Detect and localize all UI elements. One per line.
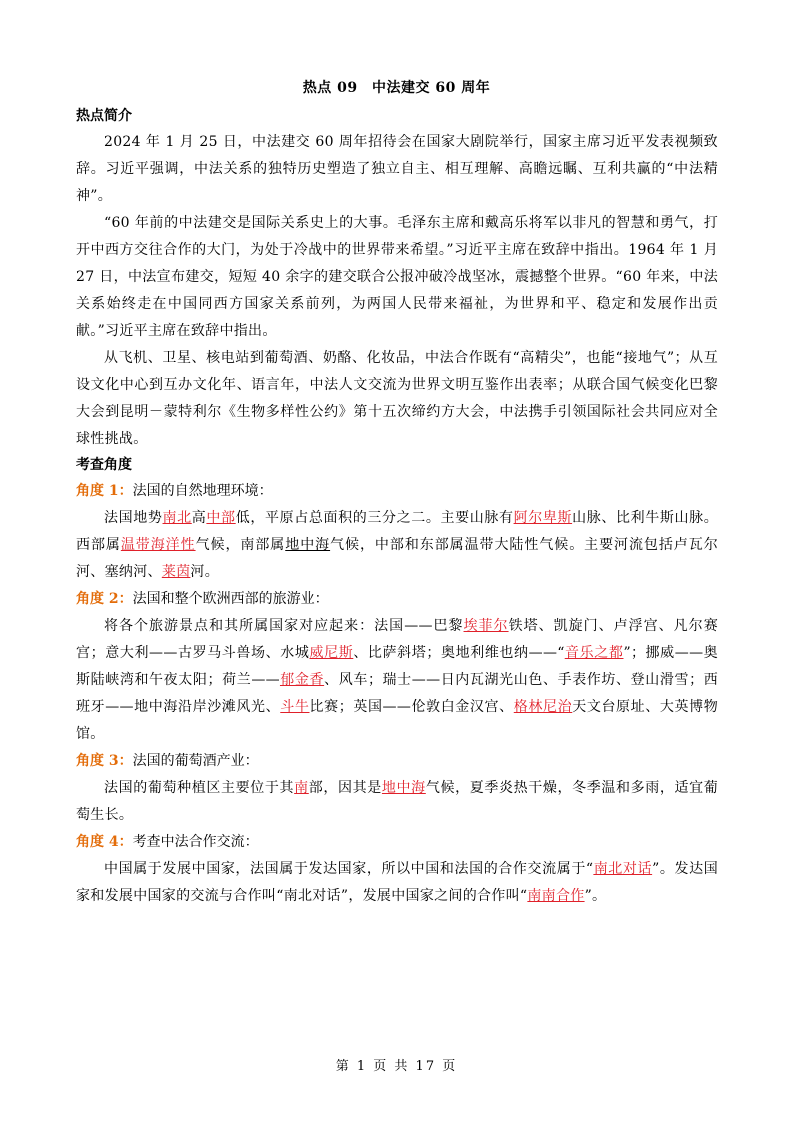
underlined-term: 地中海	[285, 537, 331, 553]
text: 山脉、比利牛斯山脉。西部属	[76, 510, 719, 553]
answer-highlight: 莱茵	[161, 564, 191, 580]
answer-highlight: 温带海洋性	[120, 537, 196, 553]
angle-3-label: 角度 3：	[76, 753, 133, 769]
intro-paragraph-3: 从飞机、卫星、核电站到葡萄酒、奶酪、化妆品，中法合作既有“高精尖”，也能“接地气”；从互设文化中心到互办文化年、语言年，中法人文交流为世界文明互鉴作出表率；从联合国气候变化巴黎大会到昆明－蒙特利尔《生物多样性公约》第十五次缔约方大会，中法携手引领国际社会共同应对全球性挑战。	[76, 350, 718, 447]
text: 、风车；瑞士——日内瓦湖光山色、手表作坊、登山滑雪；西班牙——地中海沿岸沙滩风光、	[76, 672, 719, 715]
answer-highlight: 地中海	[381, 780, 426, 796]
angle-3-heading	[76, 748, 718, 775]
answer-highlight: 格林尼治	[513, 699, 573, 715]
exam-heading: 考查角度	[76, 457, 132, 473]
angle-4-heading	[76, 829, 718, 856]
intro-paragraph-1: 2024 年 1 月 25 日，中法建交 60 周年招待会在国家大剧院举行，国家主席习近平发表视频致辞。习近平强调，中法关系的独特历史塑造了独立自主、相互理解、高瞻远瞩、互利共赢的“中法精神”。	[76, 134, 718, 204]
answer-highlight: 南南合作	[527, 888, 585, 904]
text: ”。发达国家和发展中国家的交流与合作叫“南北对话”，发展中国家之间的合作叫“	[76, 861, 718, 904]
angle-1-title: 法国的自然地理环境：	[132, 483, 273, 499]
angle-1-label: 角度 1：	[76, 483, 133, 499]
text: 法国地势	[104, 510, 163, 526]
text: ”；挪威——奥斯陆峡湾和午夜太阳；荷兰——	[76, 645, 718, 688]
text: 气候，夏季炎热干燥，冬季温和多雨，适宜葡萄生长。	[76, 780, 719, 823]
text: 将各个旅游景点和其所属国家对应起来：法国——巴黎	[104, 618, 464, 634]
answer-highlight: 埃菲尔	[463, 618, 509, 634]
angle-4-label: 角度 4：	[76, 834, 133, 850]
angle-2-paragraph	[76, 613, 718, 748]
angle-3-title: 法国的葡萄酒产业：	[132, 753, 259, 769]
page-footer: 第 1 页 共 17 页	[335, 1059, 458, 1074]
angle-4-title: 考查中法合作交流：	[132, 834, 259, 850]
angle-1-paragraph	[76, 505, 718, 586]
intro-heading: 热点简介	[76, 108, 132, 124]
answer-highlight: 郁金香	[279, 672, 325, 688]
text: 气候，南部属	[195, 537, 286, 553]
text: 河。	[190, 564, 220, 580]
text: 、比萨斜塔；奥地利维也纳——“	[353, 645, 565, 661]
text: 低，平原占总面积的三分之二。主要山脉有	[235, 510, 514, 526]
text: ”。	[584, 888, 607, 904]
answer-highlight: 斗牛	[280, 699, 310, 715]
text: 中国属于发展中国家，法国属于发达国家，所以中国和法国的合作交流属于“	[104, 861, 594, 877]
angle-3-paragraph	[76, 775, 718, 829]
document-body	[76, 104, 718, 910]
text: 法国的葡萄种植区主要位于其	[104, 780, 295, 796]
text: 天文台原址、大英博物馆。	[76, 699, 719, 742]
angle-2-heading	[76, 586, 718, 613]
answer-highlight: 南北对话	[593, 861, 653, 877]
angle-2-title: 法国和整个欧洲西部的旅游业：	[132, 591, 329, 607]
angle-2-label: 角度 2：	[76, 591, 133, 607]
answer-highlight: 中部	[206, 510, 236, 526]
answer-highlight: 阿尔卑斯	[513, 510, 573, 526]
intro-paragraph-2: “60 年前的中法建交是国际关系史上的大事。毛泽东主席和戴高乐将军以非凡的智慧和勇气，打开中西方交往合作的大门，为处于冷战中的世界带来希望。”习近平主席在致辞中指出。1964 年 1 月 27 日，中法宣布建交，短短 40 余字的建交联合公报冲破冷战坚冰，震撼整个世界。“60 年来，中法关系始终走在中国同西方国家关系前列，为两国人民带来福祉，为世界和平、稳定和发展作出贡献。”习近平主席在致辞中指出。	[76, 215, 718, 339]
angle-1-heading	[76, 478, 718, 505]
text: 高	[191, 510, 207, 526]
angle-4-paragraph	[76, 856, 718, 910]
answer-highlight: 南北	[162, 510, 192, 526]
text: 比赛；英国——伦敦白金汉宫、	[309, 699, 514, 715]
answer-highlight: 威尼斯	[309, 645, 354, 661]
text: 铁塔、凯旋门、卢浮宫、凡尔赛宫；意大利——古罗马斗兽场、水城	[76, 618, 718, 661]
answer-highlight: 音乐之都	[564, 645, 624, 661]
answer-highlight: 南	[294, 780, 309, 796]
text: 部，因其是	[308, 780, 382, 796]
page-title: 热点 09 中法建交 60 周年	[302, 80, 491, 96]
text: 气候，中部和东部属温带大陆性气候。主要河流包括卢瓦尔河、塞纳河、	[76, 537, 719, 580]
